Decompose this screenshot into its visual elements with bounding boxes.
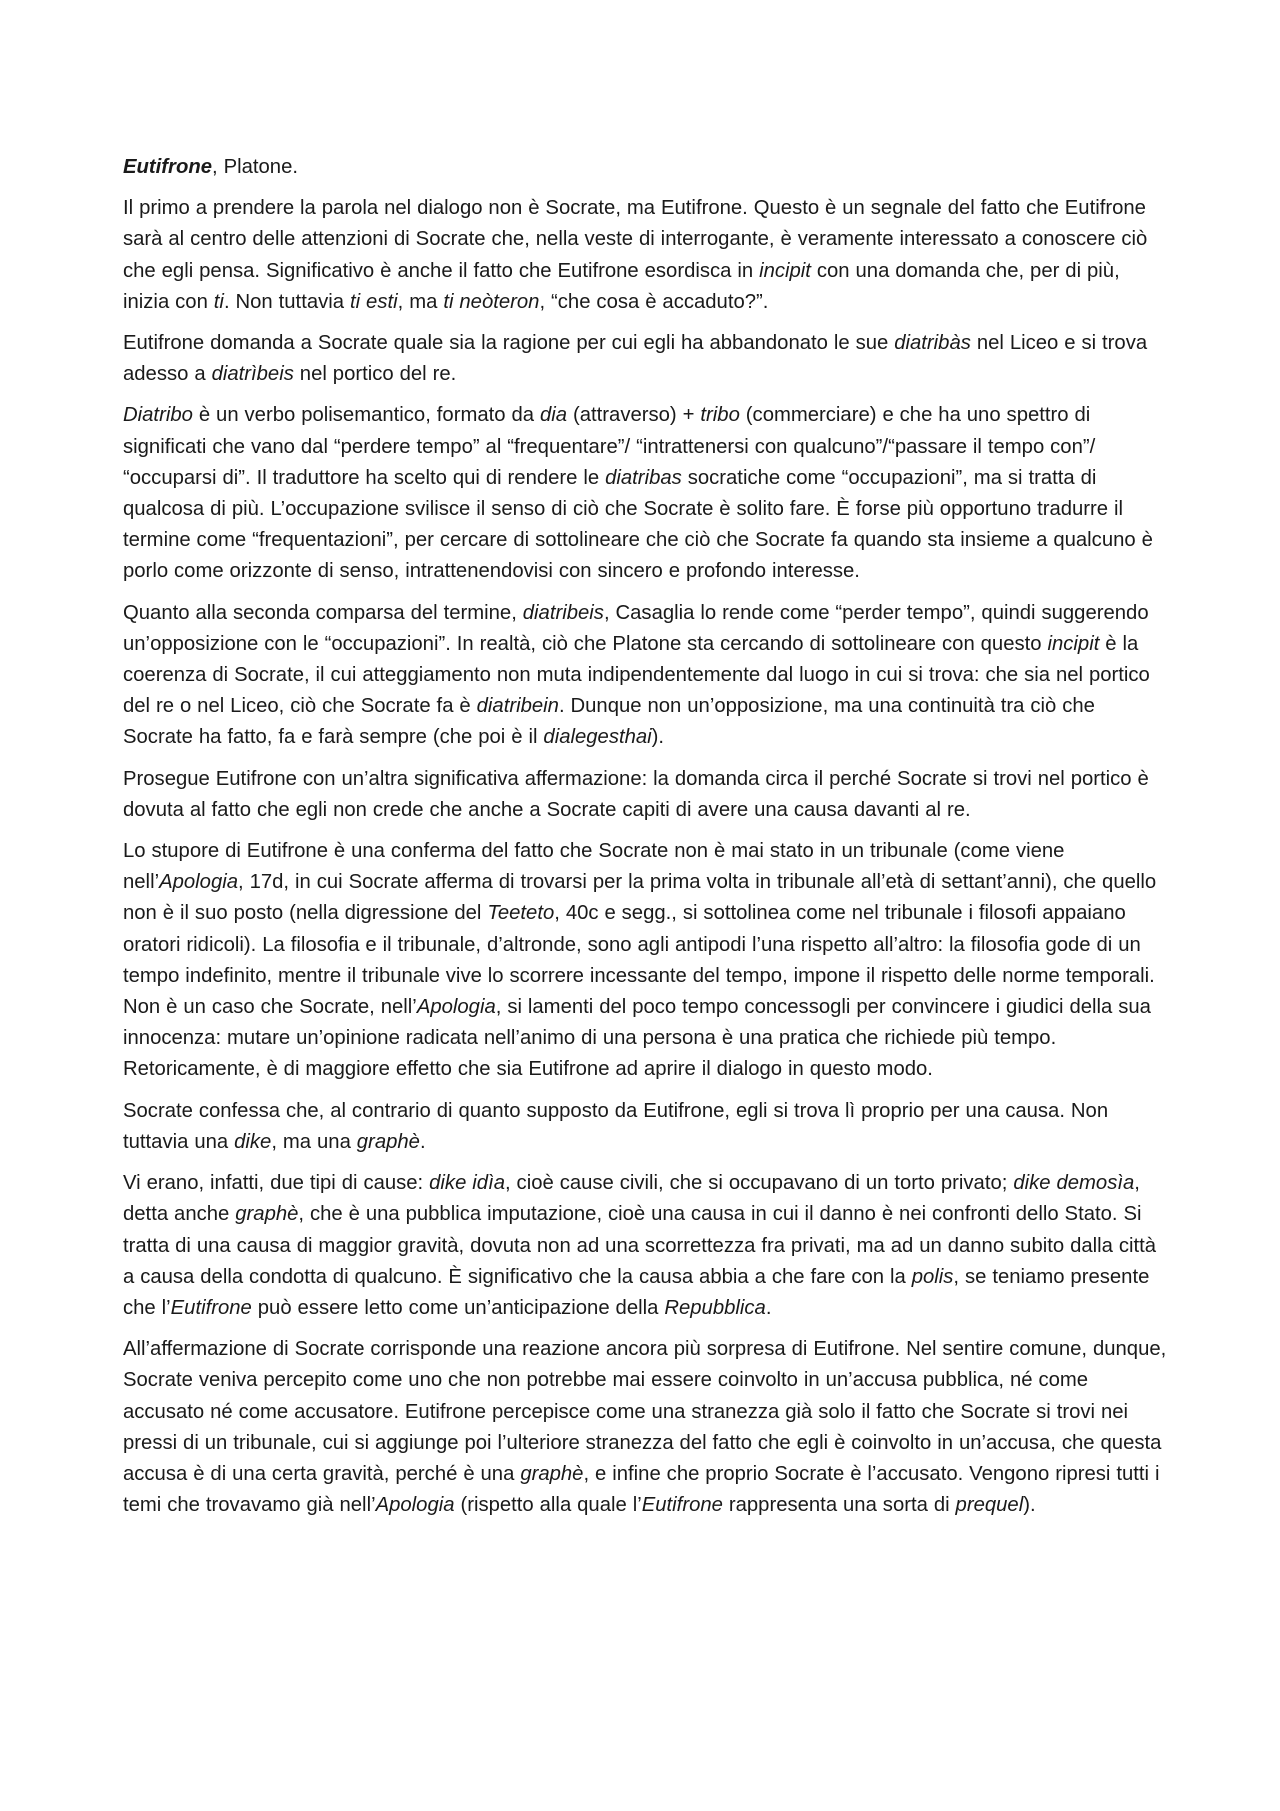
- italic-term: graphè: [356, 1130, 420, 1153]
- italic-term: diatrìbeis: [211, 363, 294, 386]
- italic-term: dike: [234, 1130, 272, 1153]
- text-run: con una domanda che, per di più, inizia con: [123, 259, 1120, 313]
- italic-term: diatribein: [476, 695, 559, 718]
- italic-term: Eutifrone: [170, 1296, 252, 1319]
- italic-term: Apologia: [416, 996, 496, 1019]
- text-run: , cioè cause civili, che si occupavano di un torto privato;: [504, 1172, 1014, 1195]
- text-run: . Dunque non un’opposizione, ma una continuità tra ciò che Socrate ha fatto, fa e farà sempre (che poi è il: [123, 695, 1095, 749]
- text-run: , detta anche: [123, 1172, 1140, 1226]
- italic-term: Apologia: [159, 871, 239, 894]
- text-run: , si lamenti del poco tempo concessogli per convincere i giudici della sua innocenza: mutare un’opinione radicata nell’animo di una persona è una pratica che richiede più tempo. Retoricamente, è di maggiore effetto che sia Eutifrone ad aprire il dialogo in questo modo.: [123, 996, 1151, 1081]
- paragraph: [123, 598, 1168, 754]
- paragraph: [123, 400, 1168, 587]
- text-run: nel Liceo e si trova adesso a: [123, 332, 1148, 386]
- italic-term: Apologia: [375, 1494, 455, 1517]
- paragraph: [123, 193, 1168, 318]
- text-run: ).: [1023, 1494, 1036, 1517]
- paragraph: [123, 764, 1168, 826]
- text-run: .: [765, 1296, 772, 1319]
- italic-term: graphè: [520, 1462, 584, 1485]
- text-run: Il primo a prendere la parola nel dialogo non è Socrate, ma Eutifrone. Questo è un segnale del fatto che Eutifrone sarà al centro delle attenzioni di Socrate che, nella veste di interrogante, è veramente interessato a conoscere ciò che egli pensa. Significativo è anche il fatto che Eutifrone esordisca in: [123, 197, 1148, 282]
- italic-term: tribo: [700, 404, 740, 427]
- italic-term: Diatribo: [123, 404, 193, 427]
- italic-term: Eutifrone: [641, 1494, 723, 1517]
- italic-term: polis: [911, 1265, 954, 1288]
- text-run: , 40c e segg., si sottolinea come nel tribunale i filosofi appaiano oratori ridicoli). La filosofia e il tribunale, d’altronde, sono agli antipodi l’una rispetto all’altro: la filosofia gode di un tempo indefinito, mentre il tribunale vive lo scorrere incessante del tempo, impone il rispetto delle norme temporali. Non è un caso che Socrate, nell’: [123, 902, 1155, 1019]
- text-run: , e infine che proprio Socrate è l’accusato. Vengono ripresi tutti i temi che trovavamo già nell’: [123, 1462, 1160, 1517]
- paragraph: [123, 328, 1168, 390]
- text-run: Quanto alla seconda comparsa del termine,: [123, 601, 523, 624]
- text-run: , 17d, in cui Socrate afferma di trovarsi per la prima volta in tribunale all’età di settant’anni), che quello non è il suo posto (nella digressione del: [123, 871, 1157, 925]
- italic-term: diatribeis: [522, 601, 604, 624]
- text-run: , se teniamo presente che l’: [123, 1265, 1150, 1319]
- text-run: , ma una: [271, 1130, 357, 1153]
- italic-term: dia: [539, 404, 568, 427]
- text-run: Socrate confessa che, al contrario di quanto supposto da Eutifrone, egli si trova lì proprio per una causa. Non tuttavia una: [123, 1099, 1109, 1153]
- text-run: , Casaglia lo rende come “perder tempo”, quindi suggerendo un’opposizione con le “occupazioni”. In realtà, ciò che Platone sta cercando di sottolineare con questo: [123, 601, 1149, 655]
- text-run: Lo stupore di Eutifrone è una conferma del fatto che Socrate non è mai stato in un tribunale (come viene nell’: [123, 840, 1065, 894]
- text-run: Prosegue Eutifrone con un’altra significativa affermazione: la domanda circa il perché Socrate si trovi nel portico è dovuta al fatto che egli non crede che anche a Socrate capiti di avere una causa davanti al re.: [123, 767, 1149, 821]
- document-title: [123, 152, 1168, 183]
- text-run: All’affermazione di Socrate corrisponde una reazione ancora più sorpresa di Eutifrone. Nel sentire comune, dunque, Socrate veniva percepito come uno che non potrebbe mai essere coinvolto in un’accusa pubblica, né come accusato né come accusatore. Eutifrone percepisce come una stranezza già solo il fatto che Socrate si trovi nei pressi di un tribunale, cui si aggiunge poi l’ulteriore stranezza del fatto che egli è coinvolto in un’accusa, che questa accusa è di una certa gravità, perché è una: [123, 1338, 1167, 1485]
- text-run: .: [419, 1130, 426, 1153]
- text-run: Eutifrone domanda a Socrate quale sia la ragione per cui egli ha abbandonato le sue: [123, 332, 895, 355]
- italic-term: ti esti: [349, 290, 398, 313]
- italic-term: diatribàs: [894, 332, 971, 355]
- italic-term: graphè: [235, 1203, 299, 1226]
- paragraph: [123, 1168, 1168, 1324]
- text-run: (commerciare) e che ha uno spettro di significati che vano dal “perdere tempo” al “frequentare”/ “intrattenersi con qualcuno”/“passare il tempo con”/ “occuparsi di”. Il traduttore ha scelto qui di rendere le: [123, 404, 1096, 489]
- text-run: Vi erano, infatti, due tipi di cause:: [123, 1172, 430, 1195]
- text-run: socratiche come “occupazioni”, ma si tratta di qualcosa di più. L’occupazione svilisce il senso di ciò che Socrate è solito fare. È forse più opportuno tradurre il termine come “frequentazioni”, per cercare di sottolineare che ciò che Socrate fa quando sta insieme a qualcuno è porlo come orizzonte di senso, intrattenendovisi con sincero e profondo interesse.: [123, 466, 1153, 583]
- italic-term: Repubblica: [664, 1296, 766, 1319]
- text-run: rappresenta una sorta di: [722, 1494, 956, 1517]
- paragraph: [123, 1334, 1168, 1521]
- italic-term: dike idìa: [429, 1172, 505, 1195]
- text-run: è un verbo polisemantico, formato da: [192, 404, 540, 427]
- italic-term: incipit: [759, 259, 811, 282]
- text-run: , ma: [397, 290, 444, 313]
- text-run: , che è una pubblica imputazione, cioè una causa in cui il danno è nei confronti dello Stato. Si tratta di una causa di maggior gravità, dovuta non ad una scorrettezza fra privati, ma ad un danno subito dalla città a causa della condotta di qualcuno. È significativo che la causa abbia a che fare con la: [123, 1203, 1157, 1288]
- paragraph: [123, 836, 1168, 1086]
- italic-term: Teeteto: [487, 902, 555, 925]
- text-run: . Non tuttavia: [223, 290, 350, 313]
- title-work: Eutifrone: [123, 156, 213, 178]
- paragraph: [123, 1096, 1168, 1158]
- italic-term: diatribas: [605, 466, 682, 489]
- italic-term: dike demosìa: [1013, 1172, 1135, 1195]
- title-author: , Platone.: [212, 156, 299, 178]
- text-run: (rispetto alla quale l’: [454, 1494, 642, 1517]
- italic-term: incipit: [1047, 632, 1100, 655]
- italic-term: ti neòteron: [443, 290, 540, 313]
- italic-term: dialegesthai: [543, 726, 652, 749]
- document-page: [123, 152, 1168, 1531]
- text-run: nel portico del re.: [293, 363, 457, 386]
- text-run: è la coerenza di Socrate, il cui atteggiamento non muta indipendentemente dal luogo in cui si trova: che sia nel portico del re o nel Liceo, ciò che Socrate fa è: [123, 632, 1150, 718]
- document-body: [123, 193, 1168, 1521]
- text-run: , “che cosa è accaduto?”.: [539, 290, 769, 313]
- text-run: (attraverso) +: [567, 404, 701, 427]
- text-run: ).: [651, 726, 665, 749]
- italic-term: ti: [213, 290, 224, 313]
- text-run: può essere letto come un’anticipazione della: [251, 1296, 665, 1319]
- italic-term: prequel: [955, 1494, 1024, 1517]
